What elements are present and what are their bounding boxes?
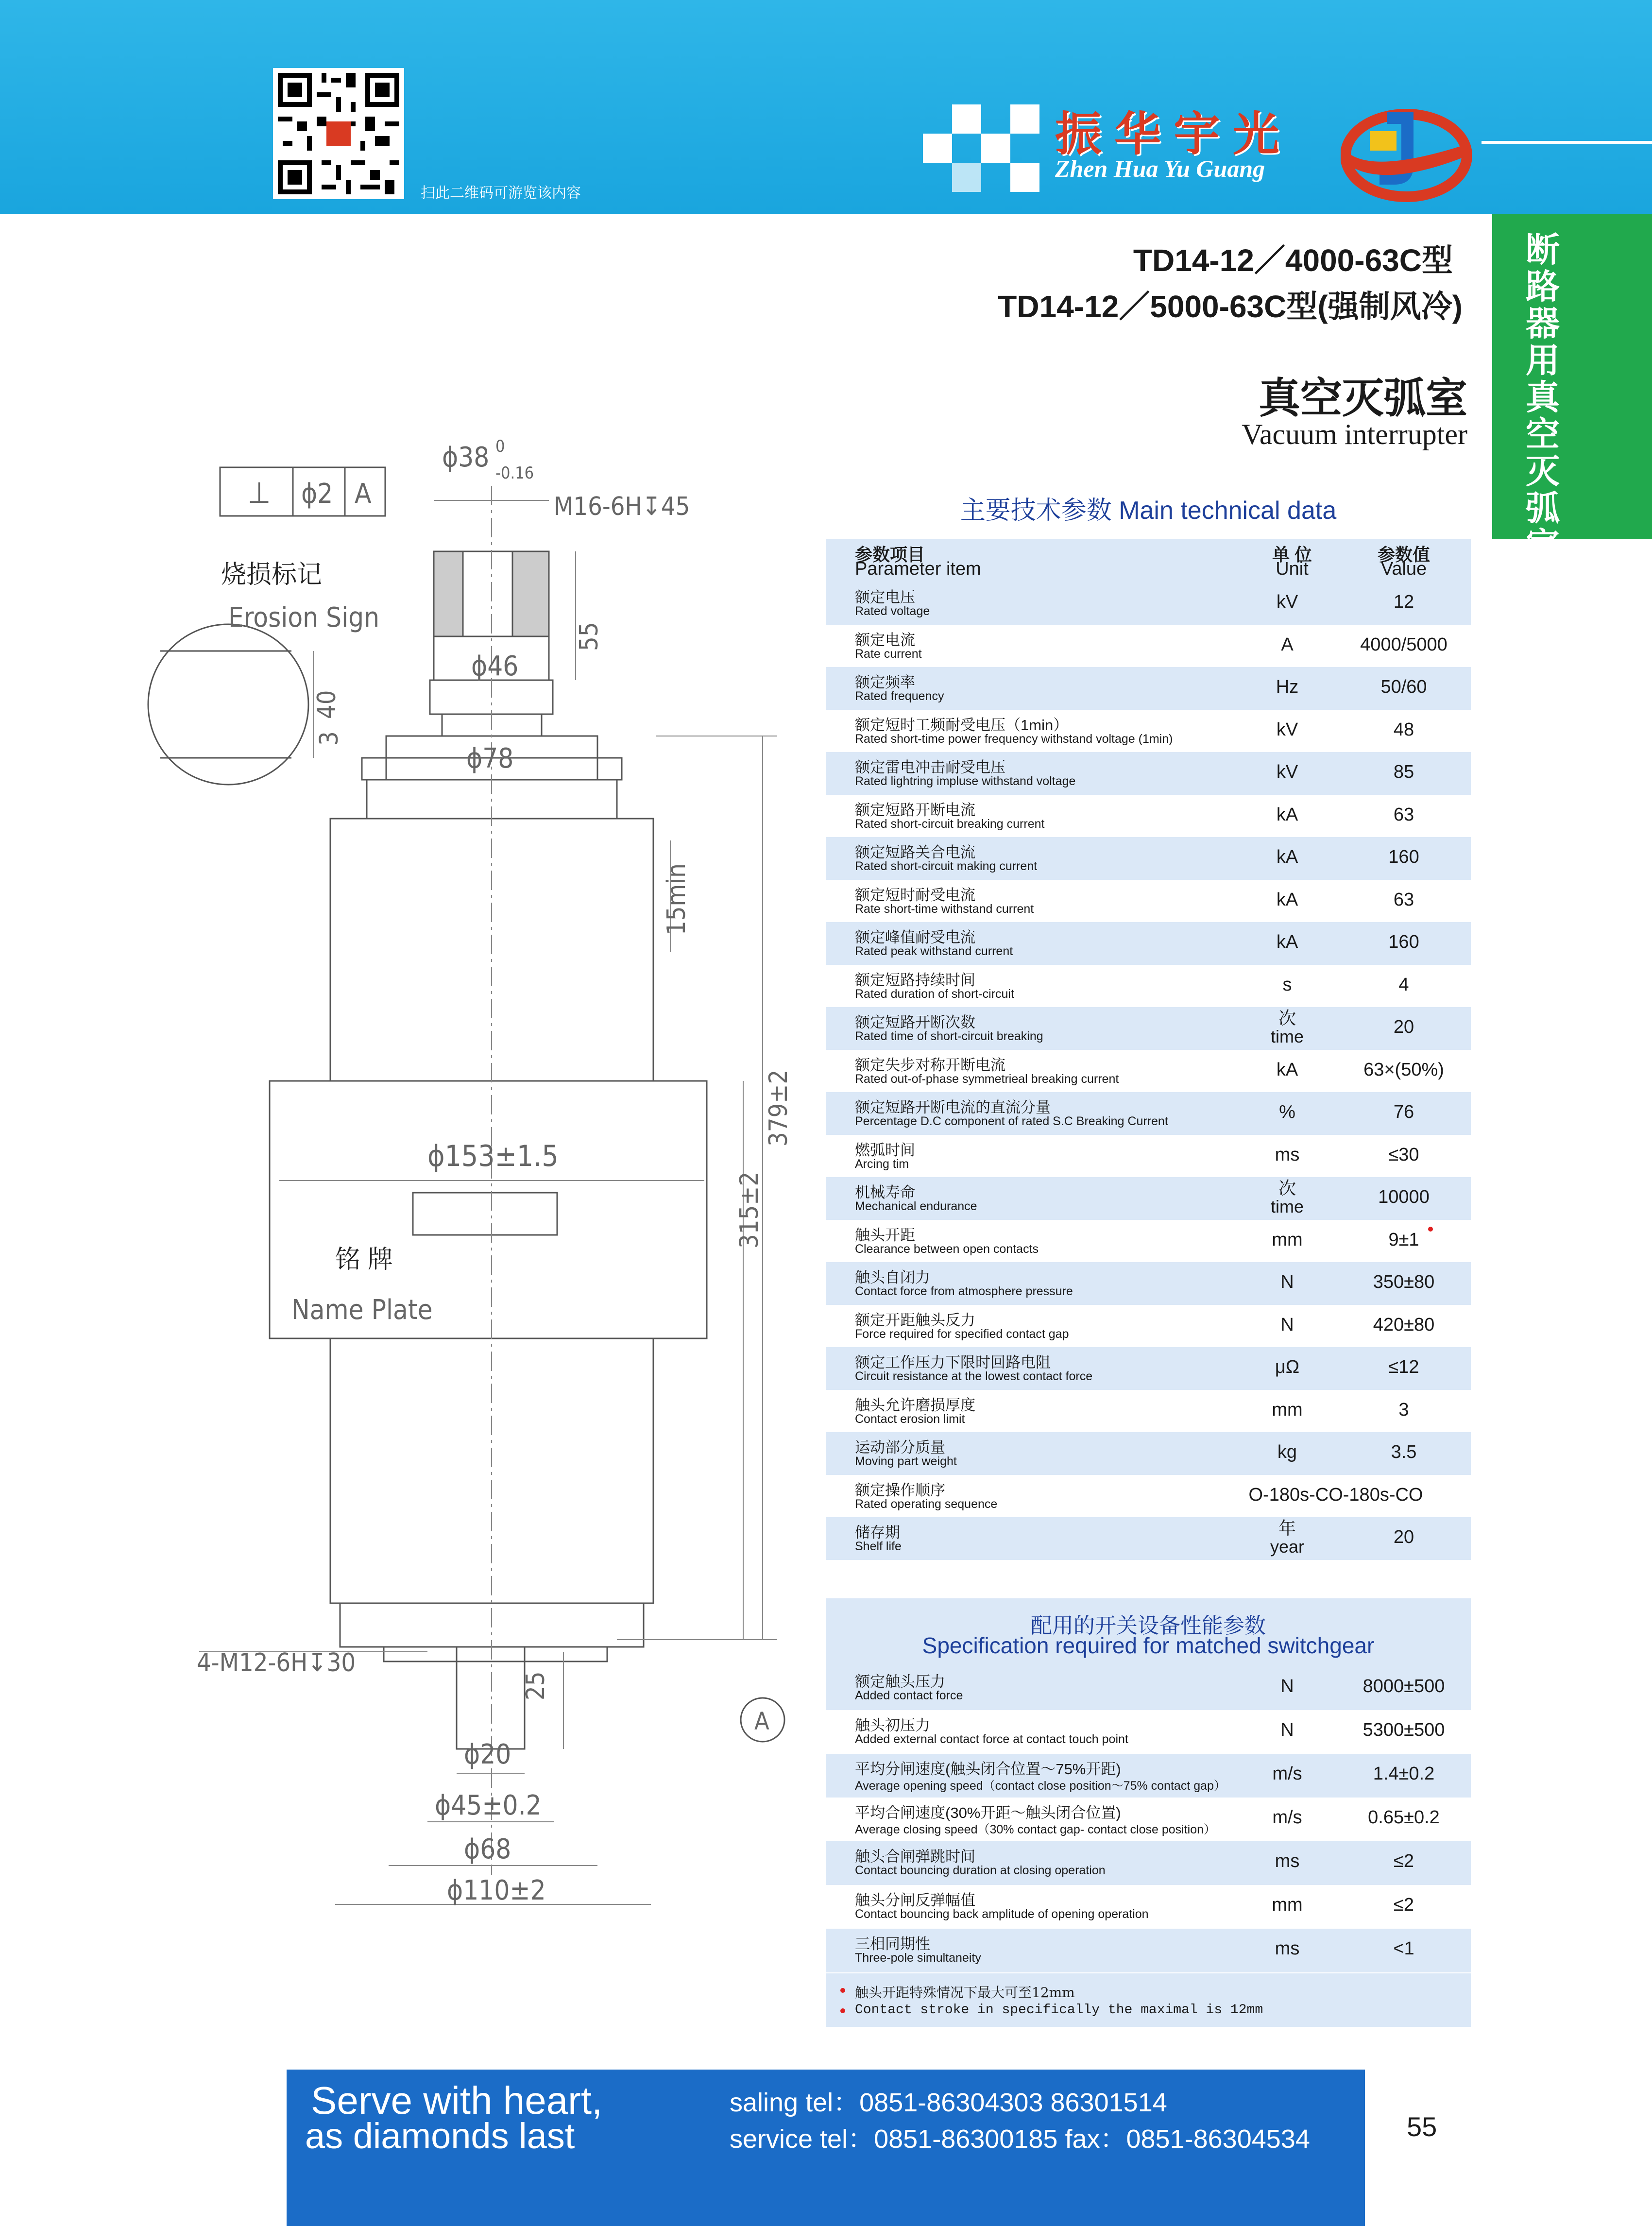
param-name-cn: 额定电压 bbox=[855, 589, 915, 606]
param-name-en: Contact bouncing duration at closing operation bbox=[855, 1864, 1106, 1877]
param-name-en: Contact force from atmosphere pressure bbox=[855, 1284, 1073, 1298]
technical-drawing bbox=[0, 437, 806, 1934]
param-name-en: Contact bouncing back amplitude of opening operation bbox=[855, 1907, 1149, 1921]
dim-20: ϕ20 bbox=[464, 1739, 511, 1770]
param-unit bbox=[1239, 1179, 1336, 1216]
table-row bbox=[826, 1262, 1471, 1305]
dim-top-diameter-tol-lower: -0.16 bbox=[495, 463, 534, 483]
param-value: 63×(50%) bbox=[1363, 1059, 1444, 1080]
table-row bbox=[826, 1007, 1471, 1050]
main-data-title: 主要技术参数 Main technical data bbox=[960, 497, 1337, 525]
param-name-cn: 三相同期性 bbox=[855, 1935, 930, 1952]
param-unit: μΩ bbox=[1275, 1357, 1300, 1377]
table-row bbox=[826, 1841, 1471, 1885]
table-row bbox=[826, 1798, 1471, 1841]
param-name-cn: 额定短路开断次数 bbox=[855, 1014, 975, 1031]
param-name-cn: 额定短时工频耐受电压（1min） bbox=[855, 716, 1069, 734]
dim-78: ϕ78 bbox=[466, 743, 514, 774]
table-row bbox=[826, 1475, 1471, 1518]
param-value: 50/60 bbox=[1380, 677, 1427, 697]
table-row bbox=[826, 1092, 1471, 1135]
header-divider bbox=[1482, 141, 1652, 144]
param-unit bbox=[1239, 1009, 1336, 1046]
param-unit-en: time bbox=[1270, 1027, 1304, 1046]
spec-table-header bbox=[826, 1598, 1471, 1666]
sales-phone: saling tel：0851-86304303 86301514 bbox=[730, 2088, 1167, 2117]
param-value: 0.65±0.2 bbox=[1368, 1807, 1440, 1828]
param-name-en: Percentage D.C component of rated S.C Breaking Current bbox=[855, 1114, 1168, 1128]
main-table-header bbox=[826, 539, 1471, 582]
table-row bbox=[826, 1135, 1471, 1178]
param-unit: Hz bbox=[1276, 677, 1299, 697]
param-name-cn: 机械寿命 bbox=[855, 1184, 915, 1201]
param-name-en: Contact erosion limit bbox=[855, 1412, 965, 1426]
param-name-en: Force required for specified contact gap bbox=[855, 1327, 1069, 1341]
param-unit: kg bbox=[1277, 1442, 1297, 1462]
footnote-bullet-icon bbox=[840, 2008, 845, 2013]
param-unit: ms bbox=[1275, 1144, 1300, 1165]
param-name-cn: 触头开距 bbox=[855, 1226, 915, 1244]
param-value: 20 bbox=[1393, 1527, 1414, 1547]
dim-top-diameter: ϕ38 bbox=[442, 442, 490, 473]
tolerance-perpendicular: ⊥ bbox=[248, 476, 271, 510]
table-row bbox=[826, 922, 1471, 965]
tolerance-note-icon bbox=[1428, 1227, 1433, 1232]
model-title-1: TD14-12／4000-63C型 bbox=[1133, 243, 1453, 278]
param-name-cn: 燃弧时间 bbox=[855, 1141, 915, 1159]
param-unit: m/s bbox=[1272, 1807, 1302, 1828]
param-name-en: Rated lightring impluse withstand voltage bbox=[855, 774, 1076, 788]
footnote-bullet-icon bbox=[840, 1988, 845, 1993]
param-name-en: Rated duration of short-circuit bbox=[855, 987, 1014, 1001]
param-value: 63 bbox=[1393, 889, 1414, 910]
slogan-line-2: as diamonds last bbox=[305, 2116, 575, 2156]
dim-40: 40 bbox=[312, 690, 341, 719]
param-unit: mm bbox=[1272, 1895, 1303, 1915]
param-value: 420±80 bbox=[1373, 1314, 1435, 1335]
header-param-en: Parameter item bbox=[855, 559, 981, 579]
param-name-cn: 额定短路持续时间 bbox=[855, 971, 975, 989]
param-name-cn: 额定失步对称开断电流 bbox=[855, 1056, 1005, 1074]
param-name-cn: 触头分闸反弹幅值 bbox=[855, 1892, 975, 1909]
param-name-cn: 额定短路开断电流的直流分量 bbox=[855, 1099, 1051, 1116]
header-param-cn: 参数项目 bbox=[855, 545, 925, 565]
erosion-label-en: Erosion Sign bbox=[228, 602, 380, 634]
param-name-cn: 平均分闸速度(触头闭合位置～75%开距) bbox=[855, 1761, 1121, 1778]
param-name-cn: 额定工作压力下限时回路电阻 bbox=[855, 1354, 1051, 1371]
param-value: 8000±500 bbox=[1362, 1676, 1445, 1696]
dim-379: 379±2 bbox=[764, 1069, 793, 1147]
table-row bbox=[826, 752, 1471, 795]
param-name-en: Added external contact force at contact touch point bbox=[855, 1732, 1128, 1746]
brand-name-cn: 振华宇光 bbox=[1055, 107, 1292, 161]
param-value: 20 bbox=[1393, 1017, 1414, 1037]
param-unit: kA bbox=[1276, 1059, 1298, 1080]
param-unit: kA bbox=[1276, 847, 1298, 867]
product-name-cn: 真空灭弧室 bbox=[1259, 374, 1467, 423]
table-row bbox=[826, 1710, 1471, 1754]
table-row bbox=[826, 1754, 1471, 1798]
datum-a: A bbox=[754, 1707, 769, 1735]
dim-55: 55 bbox=[575, 622, 604, 651]
param-value: 4 bbox=[1398, 974, 1409, 995]
param-unit: N bbox=[1280, 1314, 1294, 1335]
param-name-en: Clearance between open contacts bbox=[855, 1242, 1039, 1256]
param-unit-cn: 次 bbox=[1278, 1178, 1296, 1198]
table-row bbox=[826, 582, 1471, 625]
table-row bbox=[826, 880, 1471, 923]
qr-code bbox=[273, 68, 404, 199]
param-value: 76 bbox=[1393, 1102, 1414, 1122]
param-name-en: Rated peak withstand current bbox=[855, 944, 1013, 958]
param-unit: kA bbox=[1276, 932, 1298, 952]
param-value: 5300±500 bbox=[1362, 1720, 1445, 1740]
param-name-en: Rated frequency bbox=[855, 689, 944, 703]
param-name-cn: 额定峰值耐受电流 bbox=[855, 929, 975, 946]
param-name-en: Average closing speed（30% contact gap- contact close position） bbox=[855, 1823, 1216, 1836]
header-unit-en: Unit bbox=[1276, 559, 1309, 579]
param-name-en: Mechanical endurance bbox=[855, 1199, 977, 1213]
param-unit-en: time bbox=[1270, 1197, 1304, 1216]
footnote-box bbox=[826, 1973, 1471, 2027]
param-name-en: Rated short-circuit making current bbox=[855, 859, 1038, 873]
param-value: 10000 bbox=[1378, 1187, 1430, 1207]
param-unit-cn: 年 bbox=[1278, 1518, 1296, 1538]
param-name-cn: 额定触头压力 bbox=[855, 1673, 945, 1690]
table-row bbox=[826, 1885, 1471, 1929]
param-name-cn: 额定开距触头反力 bbox=[855, 1311, 975, 1329]
param-name-cn: 额定短时耐受电流 bbox=[855, 886, 975, 904]
param-value: 4000/5000 bbox=[1360, 634, 1448, 655]
table-row bbox=[826, 1305, 1471, 1348]
slogan-line-1: Serve with heart, bbox=[311, 2079, 603, 2122]
table-row bbox=[826, 1929, 1471, 1972]
param-value: ≤2 bbox=[1394, 1895, 1414, 1915]
table-row bbox=[826, 1390, 1471, 1433]
dim-153: ϕ153±1.5 bbox=[427, 1139, 559, 1173]
param-value: 1.4±0.2 bbox=[1373, 1764, 1435, 1784]
param-unit: N bbox=[1280, 1720, 1294, 1740]
param-name-cn: 运动部分质量 bbox=[855, 1439, 945, 1456]
param-name-cn: 额定短路开断电流 bbox=[855, 801, 975, 819]
param-unit: mm bbox=[1272, 1399, 1303, 1420]
tolerance-datum: A bbox=[355, 478, 372, 510]
model-title-2: TD14-12／5000-63C型(强制风冷) bbox=[998, 289, 1463, 324]
param-value: 3 bbox=[1398, 1399, 1409, 1420]
dim-45: ϕ45±0.2 bbox=[435, 1790, 542, 1821]
param-name-en: Circuit resistance at the lowest contact force bbox=[855, 1370, 1093, 1383]
table-row bbox=[826, 1220, 1471, 1263]
table-row bbox=[826, 1517, 1471, 1560]
param-name-en: Shelf life bbox=[855, 1540, 902, 1553]
param-unit: kV bbox=[1276, 592, 1298, 612]
param-name-cn: 触头自闭力 bbox=[855, 1269, 930, 1286]
table-row bbox=[826, 795, 1471, 838]
footnote-en: Contact stroke in specifically the maximal is 12mm bbox=[855, 2003, 1263, 2018]
param-unit: A bbox=[1281, 634, 1294, 655]
param-unit: N bbox=[1280, 1676, 1294, 1696]
param-name-cn: 额定操作顺序 bbox=[855, 1481, 945, 1499]
param-unit: mm bbox=[1272, 1229, 1303, 1250]
param-value: ≤2 bbox=[1394, 1851, 1414, 1871]
param-name-cn: 额定电流 bbox=[855, 631, 915, 649]
dim-15min: 15min bbox=[662, 863, 691, 935]
service-phone: service tel：0851-86300185 fax：0851-86304534 bbox=[730, 2124, 1310, 2154]
company-logo-icon bbox=[1341, 92, 1472, 206]
param-unit: kV bbox=[1276, 762, 1298, 782]
param-name-en: Rated operating sequence bbox=[855, 1497, 998, 1511]
page-number: 55 bbox=[1407, 2111, 1437, 2142]
param-value: 3.5 bbox=[1391, 1442, 1417, 1462]
table-row bbox=[826, 1666, 1471, 1710]
param-name-cn: 触头初压力 bbox=[855, 1717, 930, 1734]
param-value: ≤12 bbox=[1388, 1357, 1419, 1377]
param-value: ≤30 bbox=[1388, 1144, 1419, 1165]
brand-name-en: Zhen Hua Yu Guang bbox=[1055, 155, 1265, 182]
param-name-cn: 触头允许磨损厚度 bbox=[855, 1396, 975, 1414]
param-unit: m/s bbox=[1272, 1764, 1302, 1784]
param-name-en: Rated short-time power frequency withstand voltage (1min) bbox=[855, 732, 1173, 746]
param-value: <1 bbox=[1393, 1938, 1414, 1959]
header-value-en: Value bbox=[1380, 559, 1427, 579]
header-value-cn: 参数值 bbox=[1377, 545, 1430, 565]
table-row bbox=[826, 625, 1471, 668]
footnote-cn: 触头开距特殊情况下最大可至12mm bbox=[855, 1985, 1075, 2001]
dim-46: ϕ46 bbox=[471, 651, 519, 682]
param-name-en: Three-pole simultaneity bbox=[855, 1951, 981, 1965]
param-unit bbox=[1239, 1519, 1336, 1556]
dim-25: 25 bbox=[521, 1671, 550, 1700]
erosion-label-cn: 烧损标记 bbox=[221, 560, 323, 589]
spec-title-en: Specification required for matched switchgear bbox=[922, 1633, 1375, 1658]
param-name-cn: 额定雷电冲击耐受电压 bbox=[855, 759, 1005, 776]
dim-3: 3 bbox=[315, 731, 344, 746]
param-value: 9±1 bbox=[1388, 1229, 1419, 1250]
param-name-en: Moving part weight bbox=[855, 1455, 957, 1468]
param-unit: % bbox=[1279, 1102, 1295, 1122]
param-name-cn: 平均合闸速度(30%开距～触头闭合位置) bbox=[855, 1804, 1121, 1821]
product-name-en: Vacuum interrupter bbox=[1242, 418, 1467, 450]
param-unit: N bbox=[1280, 1272, 1294, 1292]
dim-top-thread: M16-6H↧45 bbox=[554, 492, 690, 521]
dim-110: ϕ110±2 bbox=[447, 1875, 546, 1906]
param-unit: ms bbox=[1275, 1851, 1300, 1871]
table-row bbox=[826, 965, 1471, 1008]
param-unit-cn: 次 bbox=[1278, 1008, 1296, 1028]
param-unit: s bbox=[1282, 974, 1292, 995]
param-name-en: Rated short-circuit breaking current bbox=[855, 817, 1045, 831]
param-unit: kV bbox=[1276, 719, 1298, 740]
param-value: 63 bbox=[1393, 804, 1414, 825]
param-value: 85 bbox=[1393, 762, 1414, 782]
param-value: 350±80 bbox=[1373, 1272, 1435, 1292]
side-category-tab bbox=[1492, 214, 1652, 539]
nameplate-label-en: Name Plate bbox=[291, 1294, 433, 1326]
param-name-en: Rate current bbox=[855, 647, 922, 661]
param-unit: kA bbox=[1276, 804, 1298, 825]
table-row bbox=[826, 1177, 1471, 1220]
dim-top-diameter-tol-upper: 0 bbox=[495, 437, 505, 456]
side-category-label: 断路器用真空灭弧室 bbox=[1526, 230, 1560, 565]
header-unit-cn: 单 位 bbox=[1272, 545, 1312, 565]
param-unit: kA bbox=[1276, 889, 1298, 910]
param-name-cn: 额定短路关合电流 bbox=[855, 844, 975, 861]
dim-bottom-thread: 4-M12-6H↧30 bbox=[197, 1648, 356, 1678]
param-value: 160 bbox=[1388, 932, 1419, 952]
param-name-en: Added contact force bbox=[855, 1689, 963, 1702]
param-value: 160 bbox=[1388, 847, 1419, 867]
param-value: O-180s-CO-180s-CO bbox=[1248, 1484, 1423, 1505]
dim-315: 315±2 bbox=[735, 1171, 764, 1249]
param-name-en: Rate short-time withstand current bbox=[855, 902, 1034, 916]
dim-68: ϕ68 bbox=[464, 1833, 511, 1865]
param-name-cn: 额定频率 bbox=[855, 674, 915, 691]
param-unit: ms bbox=[1275, 1938, 1300, 1959]
table-row bbox=[826, 1050, 1471, 1093]
param-value: 48 bbox=[1393, 719, 1414, 740]
nameplate-label-cn: 铭 牌 bbox=[335, 1245, 393, 1274]
param-name-en: Rated out-of-phase symmetrieal breaking current bbox=[855, 1072, 1119, 1086]
spec-title-cn: 配用的开关设备性能参数 bbox=[1031, 1614, 1266, 1638]
param-name-en: Average opening speed（contact close position～75% contact gap） bbox=[855, 1779, 1226, 1793]
param-name-en: Arcing tim bbox=[855, 1157, 909, 1171]
qr-caption: 扫此二维码可游览该内容 bbox=[421, 185, 581, 201]
param-name-en: Rated voltage bbox=[855, 604, 930, 618]
param-name-cn: 触头合闸弹跳时间 bbox=[855, 1848, 975, 1865]
param-name-en: Rated time of short-circuit breaking bbox=[855, 1029, 1043, 1043]
table-row bbox=[826, 1347, 1471, 1390]
table-row bbox=[826, 667, 1471, 710]
table-row bbox=[826, 837, 1471, 880]
table-row bbox=[826, 1432, 1471, 1475]
param-name-cn: 储存期 bbox=[855, 1524, 900, 1541]
param-unit-en: year bbox=[1270, 1537, 1305, 1557]
tolerance-value: ϕ2 bbox=[301, 478, 333, 510]
param-value: 12 bbox=[1393, 592, 1414, 612]
table-row bbox=[826, 710, 1471, 753]
